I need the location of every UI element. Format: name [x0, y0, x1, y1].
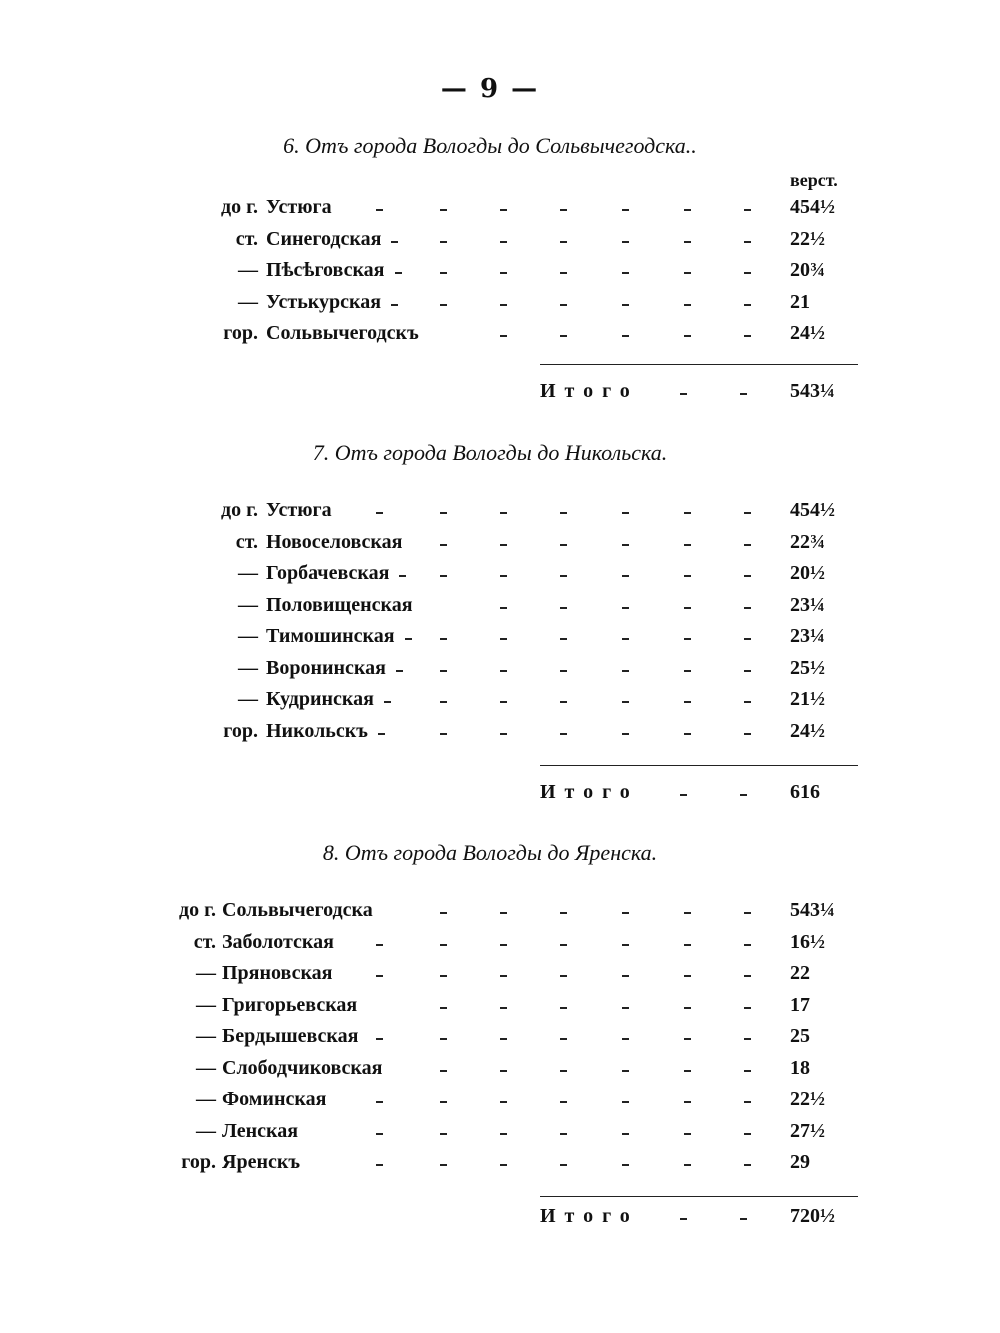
leader-dash	[500, 241, 507, 243]
row-prefix: —	[238, 259, 258, 281]
leader-dash	[560, 272, 567, 274]
distance-value: 24½	[790, 719, 825, 742]
leader-dash	[440, 1038, 447, 1040]
leader-dash	[684, 733, 691, 735]
row-prefix: —	[196, 1056, 216, 1079]
row-prefix: до г.	[221, 196, 258, 218]
section-heading: 6. Отъ города Вологды до Сольвычегодска..	[283, 133, 697, 158]
leader-dash	[560, 335, 567, 337]
distance-value: 20¾	[790, 259, 825, 281]
section-heading: 7. Отъ города Вологды до Никольска.	[312, 440, 668, 465]
table-row	[0, 531, 1000, 561]
distance-value: 22½	[790, 227, 825, 250]
table-row	[0, 259, 1000, 289]
leader-dash	[622, 512, 629, 514]
leader-dash	[391, 241, 398, 243]
leader-dash	[744, 1133, 751, 1135]
distance-value: 16½	[790, 930, 825, 953]
leader-dash	[500, 304, 507, 306]
leader-dash	[684, 1038, 691, 1040]
leader-dashes	[0, 594, 760, 624]
leader-dash	[622, 607, 629, 609]
table-row	[0, 625, 1000, 655]
leader-dash	[622, 670, 629, 672]
leader-dash	[744, 638, 751, 640]
leader-dash	[500, 1101, 507, 1103]
leader-dash	[440, 272, 447, 274]
table-row	[0, 688, 1000, 718]
leader-dash	[500, 1007, 507, 1009]
leader-dash	[399, 575, 406, 577]
leader-dashes	[0, 931, 760, 961]
leader-dash	[500, 607, 507, 609]
leader-dash	[560, 1007, 567, 1009]
distance-value: 17	[790, 993, 810, 1016]
leader-dashes	[0, 688, 760, 718]
row-prefix: гор.	[181, 1151, 216, 1173]
leader-dash	[500, 733, 507, 735]
leader-dash	[560, 1164, 567, 1166]
page-number: — 9 —	[440, 74, 540, 104]
leader-dash	[740, 1218, 747, 1220]
leader-dash	[622, 1070, 629, 1072]
row-prefix: —	[196, 993, 216, 1016]
distance-value: 21½	[790, 688, 825, 710]
leader-dash	[684, 912, 691, 914]
leader-dash	[560, 1070, 567, 1072]
leader-dash	[440, 975, 447, 977]
leader-dash	[560, 975, 567, 977]
leader-dash	[744, 975, 751, 977]
leader-dash	[500, 1164, 507, 1166]
station-name: Григорьевская	[222, 993, 358, 1016]
leader-dash	[622, 1007, 629, 1009]
leader-dash	[560, 607, 567, 609]
distance-value: 25½	[790, 656, 825, 679]
total-rule	[540, 364, 858, 365]
leader-dash	[560, 544, 567, 546]
leader-dash	[744, 1101, 751, 1103]
leader-dash	[391, 304, 398, 306]
table-row	[0, 657, 1000, 687]
leader-dash	[622, 733, 629, 735]
table-row	[0, 1151, 1000, 1181]
leader-dash	[500, 272, 507, 274]
distance-value: 22¾	[790, 530, 825, 553]
leader-dashes	[0, 899, 760, 929]
distance-value: 20½	[790, 562, 825, 584]
leader-dash	[500, 912, 507, 914]
leader-dash	[560, 1101, 567, 1103]
leader-dash	[744, 1070, 751, 1072]
row-prefix: —	[196, 1025, 216, 1047]
leader-dash	[440, 701, 447, 703]
row-prefix: гор.	[223, 322, 258, 344]
station-name: Синегодская	[266, 227, 382, 250]
leader-dash	[560, 733, 567, 735]
leader-dash	[622, 1038, 629, 1040]
leader-dash	[500, 512, 507, 514]
leader-dash	[622, 544, 629, 546]
total-row	[540, 1205, 880, 1235]
total-row	[540, 380, 880, 410]
distance-value: 24½	[790, 322, 825, 344]
leader-dash	[744, 575, 751, 577]
leader-dash	[684, 272, 691, 274]
leader-dash	[622, 638, 629, 640]
distance-value: 18	[790, 1056, 810, 1079]
leader-dashes	[0, 259, 760, 289]
total-value: 543¼	[790, 380, 835, 402]
row-prefix: —	[238, 625, 258, 647]
leader-dash	[744, 272, 751, 274]
total-rule	[540, 765, 858, 766]
leader-dash	[500, 701, 507, 703]
distance-value: 22½	[790, 1088, 825, 1110]
leader-dash	[440, 209, 447, 211]
table-row	[0, 1057, 1000, 1087]
table-row	[0, 720, 1000, 750]
leader-dash	[560, 209, 567, 211]
leader-dash	[500, 1133, 507, 1135]
leader-dash	[744, 544, 751, 546]
leader-dashes	[0, 499, 760, 529]
station-name: Устькурская	[266, 290, 382, 313]
table-row	[0, 931, 1000, 961]
leader-dash	[622, 335, 629, 337]
station-name: Никольскъ	[266, 719, 368, 742]
distance-value: 27½	[790, 1119, 825, 1142]
leader-dash	[440, 1101, 447, 1103]
section-heading: 8. Отъ города Вологды до Яренска.	[322, 840, 658, 865]
leader-dashes	[0, 322, 760, 352]
table-row	[0, 1120, 1000, 1150]
leader-dash	[560, 638, 567, 640]
leader-dash	[500, 1038, 507, 1040]
unit-label: верст.	[790, 170, 838, 190]
station-name: Пряновская	[222, 962, 333, 984]
leader-dash	[440, 733, 447, 735]
table-row	[0, 962, 1000, 992]
leader-dash	[440, 575, 447, 577]
table-row	[0, 322, 1000, 352]
table-row	[0, 594, 1000, 624]
station-name: Новоселовская	[266, 530, 403, 553]
leader-dash	[560, 241, 567, 243]
leader-dash	[440, 304, 447, 306]
leader-dash	[744, 733, 751, 735]
leader-dash	[684, 1070, 691, 1072]
leader-dash	[622, 975, 629, 977]
leader-dash	[500, 209, 507, 211]
leader-dashes	[0, 291, 760, 321]
leader-dash	[376, 209, 383, 211]
leader-dashes	[0, 994, 760, 1024]
row-prefix: гор.	[223, 719, 258, 742]
row-prefix: —	[196, 1119, 216, 1142]
table-row	[0, 499, 1000, 529]
leader-dash	[376, 1101, 383, 1103]
leader-dash	[560, 912, 567, 914]
table-row	[0, 1025, 1000, 1055]
table-row	[0, 899, 1000, 929]
station-name: Половищенская	[266, 593, 413, 616]
leader-dash	[500, 1070, 507, 1072]
distance-value: 23¼	[790, 625, 825, 647]
leader-dash	[405, 638, 412, 640]
leader-dash	[622, 944, 629, 946]
station-name: Бердышевская	[222, 1025, 359, 1047]
leader-dashes	[0, 962, 760, 992]
leader-dash	[744, 607, 751, 609]
leader-dash	[376, 975, 383, 977]
leader-dash	[740, 393, 747, 395]
station-name: Фоминская	[222, 1088, 327, 1110]
row-prefix: ст.	[235, 227, 258, 250]
distance-value: 29	[790, 1151, 810, 1173]
leader-dash	[684, 512, 691, 514]
leader-dash	[376, 512, 383, 514]
leader-dash	[684, 241, 691, 243]
distance-value: 23¼	[790, 593, 825, 616]
leader-dash	[622, 701, 629, 703]
leader-dash	[684, 575, 691, 577]
distance-value: 21	[790, 290, 810, 313]
leader-dash	[684, 1007, 691, 1009]
leader-dash	[560, 944, 567, 946]
total-label: Итого	[540, 1205, 639, 1227]
leader-dash	[560, 701, 567, 703]
leader-dash	[440, 912, 447, 914]
leader-dash	[384, 701, 391, 703]
leader-dashes	[0, 196, 760, 226]
distance-value: 25	[790, 1025, 810, 1047]
leader-dash	[744, 1038, 751, 1040]
leader-dash	[622, 912, 629, 914]
leader-dash	[684, 1101, 691, 1103]
leader-dash	[744, 1007, 751, 1009]
leader-dash	[500, 944, 507, 946]
leader-dash	[376, 944, 383, 946]
leader-dash	[440, 544, 447, 546]
total-row	[540, 781, 880, 811]
leader-dash	[744, 912, 751, 914]
leader-dash	[500, 638, 507, 640]
row-prefix: —	[238, 656, 258, 679]
leader-dash	[684, 670, 691, 672]
leader-dash	[560, 304, 567, 306]
leader-dash	[744, 209, 751, 211]
leader-dash	[440, 1133, 447, 1135]
leader-dash	[680, 393, 687, 395]
leader-dash	[440, 944, 447, 946]
station-name: Ленская	[222, 1119, 299, 1142]
distance-value: 543¼	[790, 899, 835, 921]
leader-dash	[440, 670, 447, 672]
leader-dash	[684, 544, 691, 546]
row-prefix: —	[238, 562, 258, 584]
total-label: Итого	[540, 781, 639, 803]
station-name: Сольвычегодска	[222, 899, 373, 921]
station-name: Тимошинская	[266, 625, 395, 647]
leader-dash	[684, 944, 691, 946]
leader-dash	[376, 1164, 383, 1166]
table-row	[0, 562, 1000, 592]
leader-dash	[622, 304, 629, 306]
leader-dashes	[0, 228, 760, 258]
station-name: Яренскъ	[222, 1151, 301, 1173]
leader-dashes	[0, 1088, 760, 1118]
row-prefix: —	[196, 1088, 216, 1110]
leader-dash	[744, 1164, 751, 1166]
leader-dash	[622, 241, 629, 243]
station-name: Сольвычегодскъ	[266, 322, 419, 344]
leader-dash	[622, 1164, 629, 1166]
leader-dashes	[0, 720, 760, 750]
leader-dash	[684, 304, 691, 306]
row-prefix: ст.	[235, 530, 258, 553]
distance-value: 454½	[790, 499, 835, 521]
leader-dashes	[0, 531, 760, 561]
total-value: 720½	[790, 1205, 835, 1227]
leader-dashes	[0, 625, 760, 655]
leader-dash	[440, 512, 447, 514]
row-prefix: —	[238, 593, 258, 616]
leader-dash	[560, 670, 567, 672]
leader-dash	[440, 241, 447, 243]
leader-dashes	[0, 1057, 760, 1087]
leader-dash	[744, 241, 751, 243]
leader-dash	[680, 794, 687, 796]
leader-dash	[740, 794, 747, 796]
station-name: Воронинская	[266, 656, 386, 679]
leader-dash	[376, 1038, 383, 1040]
leader-dash	[744, 512, 751, 514]
leader-dash	[684, 701, 691, 703]
leader-dashes	[0, 1120, 760, 1150]
leader-dash	[560, 1133, 567, 1135]
leader-dash	[622, 1101, 629, 1103]
leader-dash	[378, 733, 385, 735]
leader-dash	[396, 670, 403, 672]
leader-dash	[500, 544, 507, 546]
table-row	[0, 291, 1000, 321]
leader-dash	[376, 1133, 383, 1135]
table-row	[0, 196, 1000, 226]
leader-dash	[684, 335, 691, 337]
row-prefix: —	[238, 290, 258, 313]
total-rule	[540, 1196, 858, 1197]
station-name: Горбачевская	[266, 562, 390, 584]
leader-dash	[622, 575, 629, 577]
row-prefix: —	[238, 688, 258, 710]
leader-dash	[622, 272, 629, 274]
leader-dash	[684, 975, 691, 977]
leader-dash	[440, 1164, 447, 1166]
distance-value: 22	[790, 962, 810, 984]
leader-dashes	[0, 657, 760, 687]
station-name: Пѣсѣговская	[266, 259, 385, 281]
row-prefix: до г.	[221, 499, 258, 521]
leader-dash	[744, 701, 751, 703]
leader-dash	[744, 335, 751, 337]
leader-dash	[684, 638, 691, 640]
leader-dash	[622, 209, 629, 211]
station-name: Устюга	[266, 196, 332, 218]
station-name: Слободчиковская	[222, 1056, 383, 1079]
leader-dash	[560, 575, 567, 577]
leader-dash	[500, 975, 507, 977]
row-prefix: —	[196, 962, 216, 984]
leader-dash	[680, 1218, 687, 1220]
station-name: Заболотская	[222, 930, 334, 953]
leader-dash	[440, 1070, 447, 1072]
leader-dash	[500, 335, 507, 337]
leader-dash	[560, 1038, 567, 1040]
total-value: 616	[790, 781, 820, 803]
row-prefix: ст.	[193, 930, 216, 953]
station-name: Устюга	[266, 499, 332, 521]
row-prefix: до г.	[179, 899, 216, 921]
distance-value: 454½	[790, 196, 835, 218]
table-row	[0, 228, 1000, 258]
leader-dashes	[0, 1151, 760, 1181]
leader-dash	[395, 272, 402, 274]
leader-dash	[622, 1133, 629, 1135]
leader-dash	[744, 944, 751, 946]
table-row	[0, 1088, 1000, 1118]
leader-dash	[684, 1133, 691, 1135]
leader-dash	[684, 209, 691, 211]
leader-dash	[440, 1007, 447, 1009]
leader-dash	[684, 1164, 691, 1166]
table-row	[0, 994, 1000, 1024]
leader-dash	[744, 670, 751, 672]
leader-dash	[744, 304, 751, 306]
leader-dashes	[0, 562, 760, 592]
leader-dash	[440, 638, 447, 640]
leader-dash	[500, 575, 507, 577]
leader-dash	[500, 670, 507, 672]
leader-dashes	[0, 1025, 760, 1055]
total-label: Итого	[540, 380, 639, 402]
leader-dash	[684, 607, 691, 609]
leader-dash	[560, 512, 567, 514]
station-name: Кудринская	[266, 688, 374, 710]
